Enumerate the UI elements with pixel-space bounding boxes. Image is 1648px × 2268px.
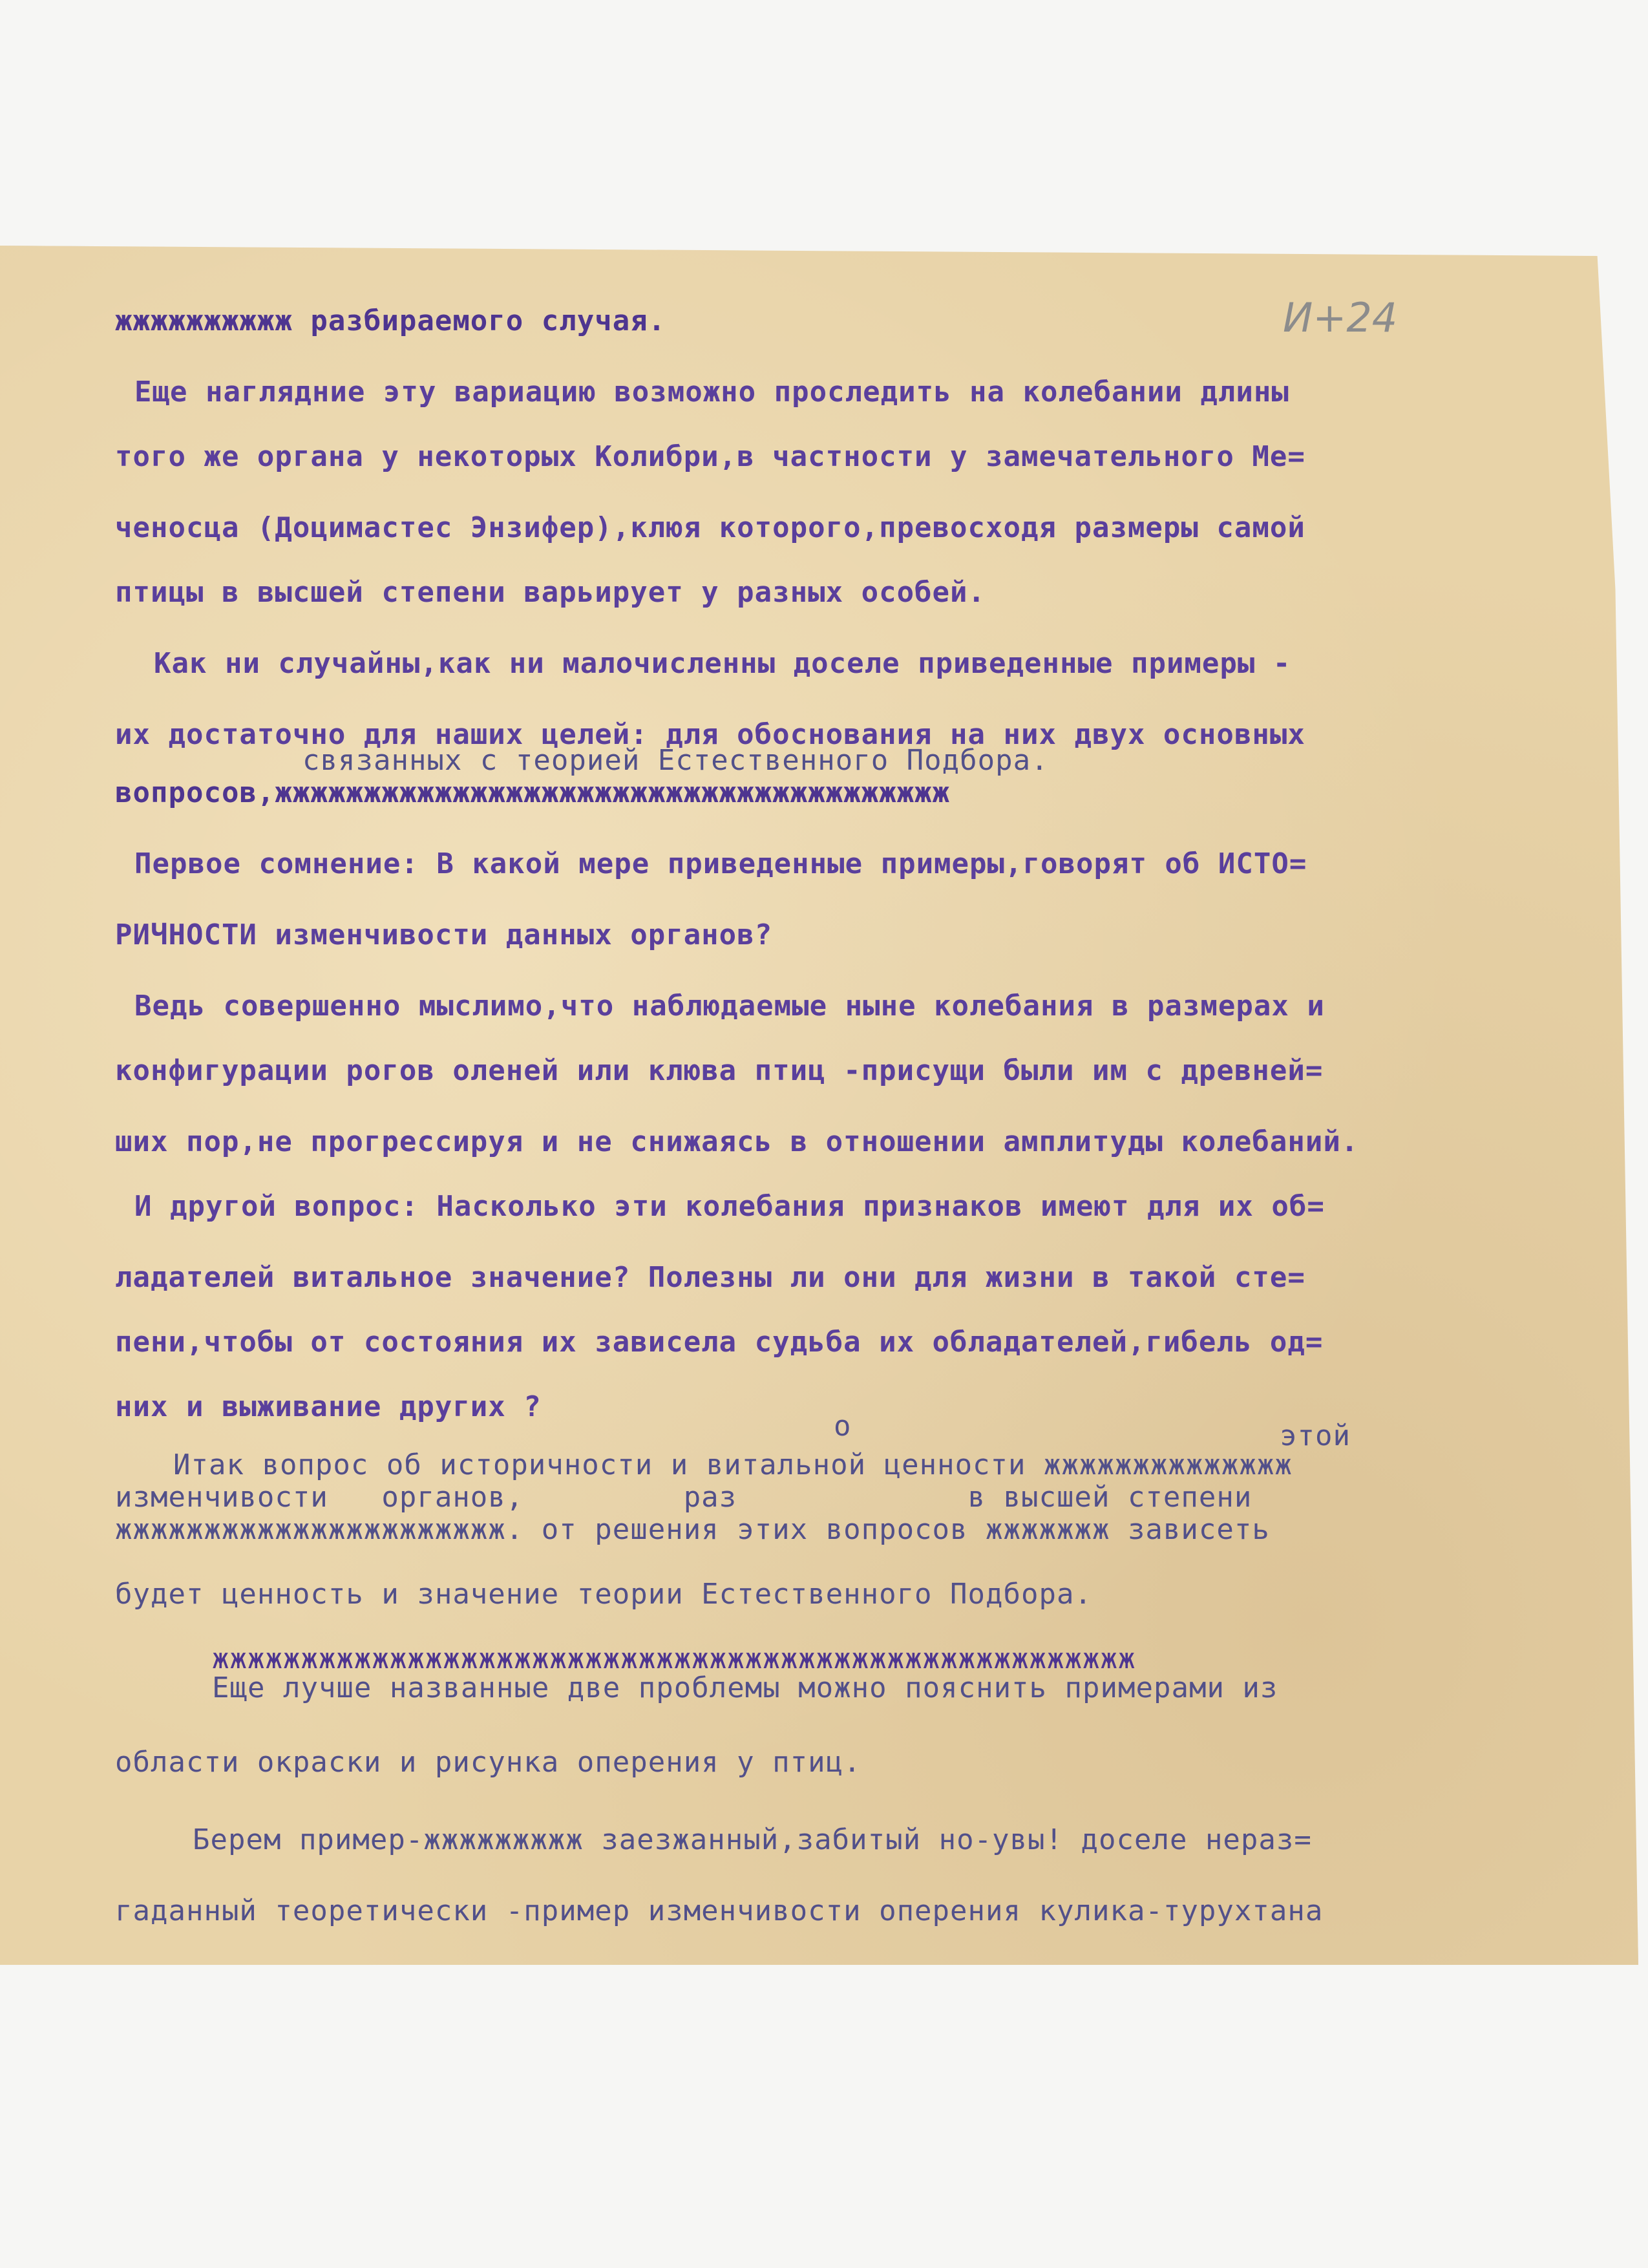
text-line: ченосца (Доцимастес Энзифер),клюя которого,превосходя размеры самой — [115, 511, 1305, 544]
text-line: о — [834, 1410, 852, 1443]
text-line: Ведь совершенно мыслимо,что наблюдаемые ныне колебания в размерах и — [134, 990, 1325, 1023]
text-line: РИЧНОСТИ изменчивости данных органов? — [115, 918, 773, 951]
text-line: этой — [1280, 1419, 1351, 1452]
text-line: Берем пример-жжжжжжжжж заезжанный,забитый но-увы! доселе нераз= — [193, 1823, 1312, 1856]
text-line: связанных с теорией Естественного Подбора. — [302, 744, 1049, 777]
text-line: конфигурации рогов оленей или клюва птиц -присущи были им с древней= — [115, 1054, 1324, 1087]
text-line: Итак вопрос об историчности и витальной ценности жжжжжжжжжжжжжж — [173, 1448, 1293, 1481]
text-line: жжжжжжжжжж разбираемого случая. — [115, 304, 666, 337]
text-line: изменчивости органов, раз в высшей степени — [115, 1481, 1252, 1514]
text-line: того же органа у некоторых Колибри,в частности у замечательного Ме= — [115, 440, 1305, 473]
archive-note: И+24 — [1283, 294, 1398, 341]
text-line: Еще наглядние эту вариацию возможно проследить на колебании длины — [134, 376, 1289, 408]
text-line: них и выживание других ? — [115, 1390, 542, 1423]
text-line: птицы в высшей степени варьирует у разных особей. — [115, 576, 986, 609]
text-line: жжжжжжжжжжжжжжжжжжжжжж. от решения этих вопросов жжжжжжж зависеть — [115, 1513, 1270, 1546]
text-line: Еще лучше названные две проблемы можно пояснить примерами из — [212, 1671, 1278, 1704]
text-line: Как ни случайны,как ни малочисленны доселе приведенные примеры - — [154, 647, 1291, 680]
text-line: ладателей витальное значение? Полезны ли они для жизни в такой сте= — [115, 1261, 1305, 1294]
text-line: их достаточно для наших целей: для обоснования на них двух основных — [115, 718, 1305, 751]
text-line: жжжжжжжжжжжжжжжжжжжжжжжжжжжжжжжжжжжжжжжжжжжжжжжжжжжж — [212, 1642, 1136, 1675]
text-line: Первое сомнение: В какой мере приведенные примеры,говорят об ИСТО= — [134, 847, 1307, 880]
document-page — [0, 246, 1638, 1965]
text-line: гаданный теоретически -пример изменчивости оперения кулика-турухтана — [115, 1894, 1324, 1927]
text-line: области окраски и рисунка оперения у птиц. — [115, 1746, 861, 1779]
text-line: будет ценность и значение теории Естественного Подбора. — [115, 1578, 1092, 1611]
text-line: И другой вопрос: Насколько эти колебания признаков имеют для их об= — [134, 1190, 1325, 1223]
text-line: вопросов,жжжжжжжжжжжжжжжжжжжжжжжжжжжжжжжжжжжжжж — [115, 776, 951, 809]
text-line: пени,чтобы от состояния их зависела судьба их обладателей,гибель од= — [115, 1326, 1324, 1359]
text-line: ших пор,не прогрессируя и не снижаясь в отношении амплитуды колебаний. — [115, 1125, 1359, 1158]
